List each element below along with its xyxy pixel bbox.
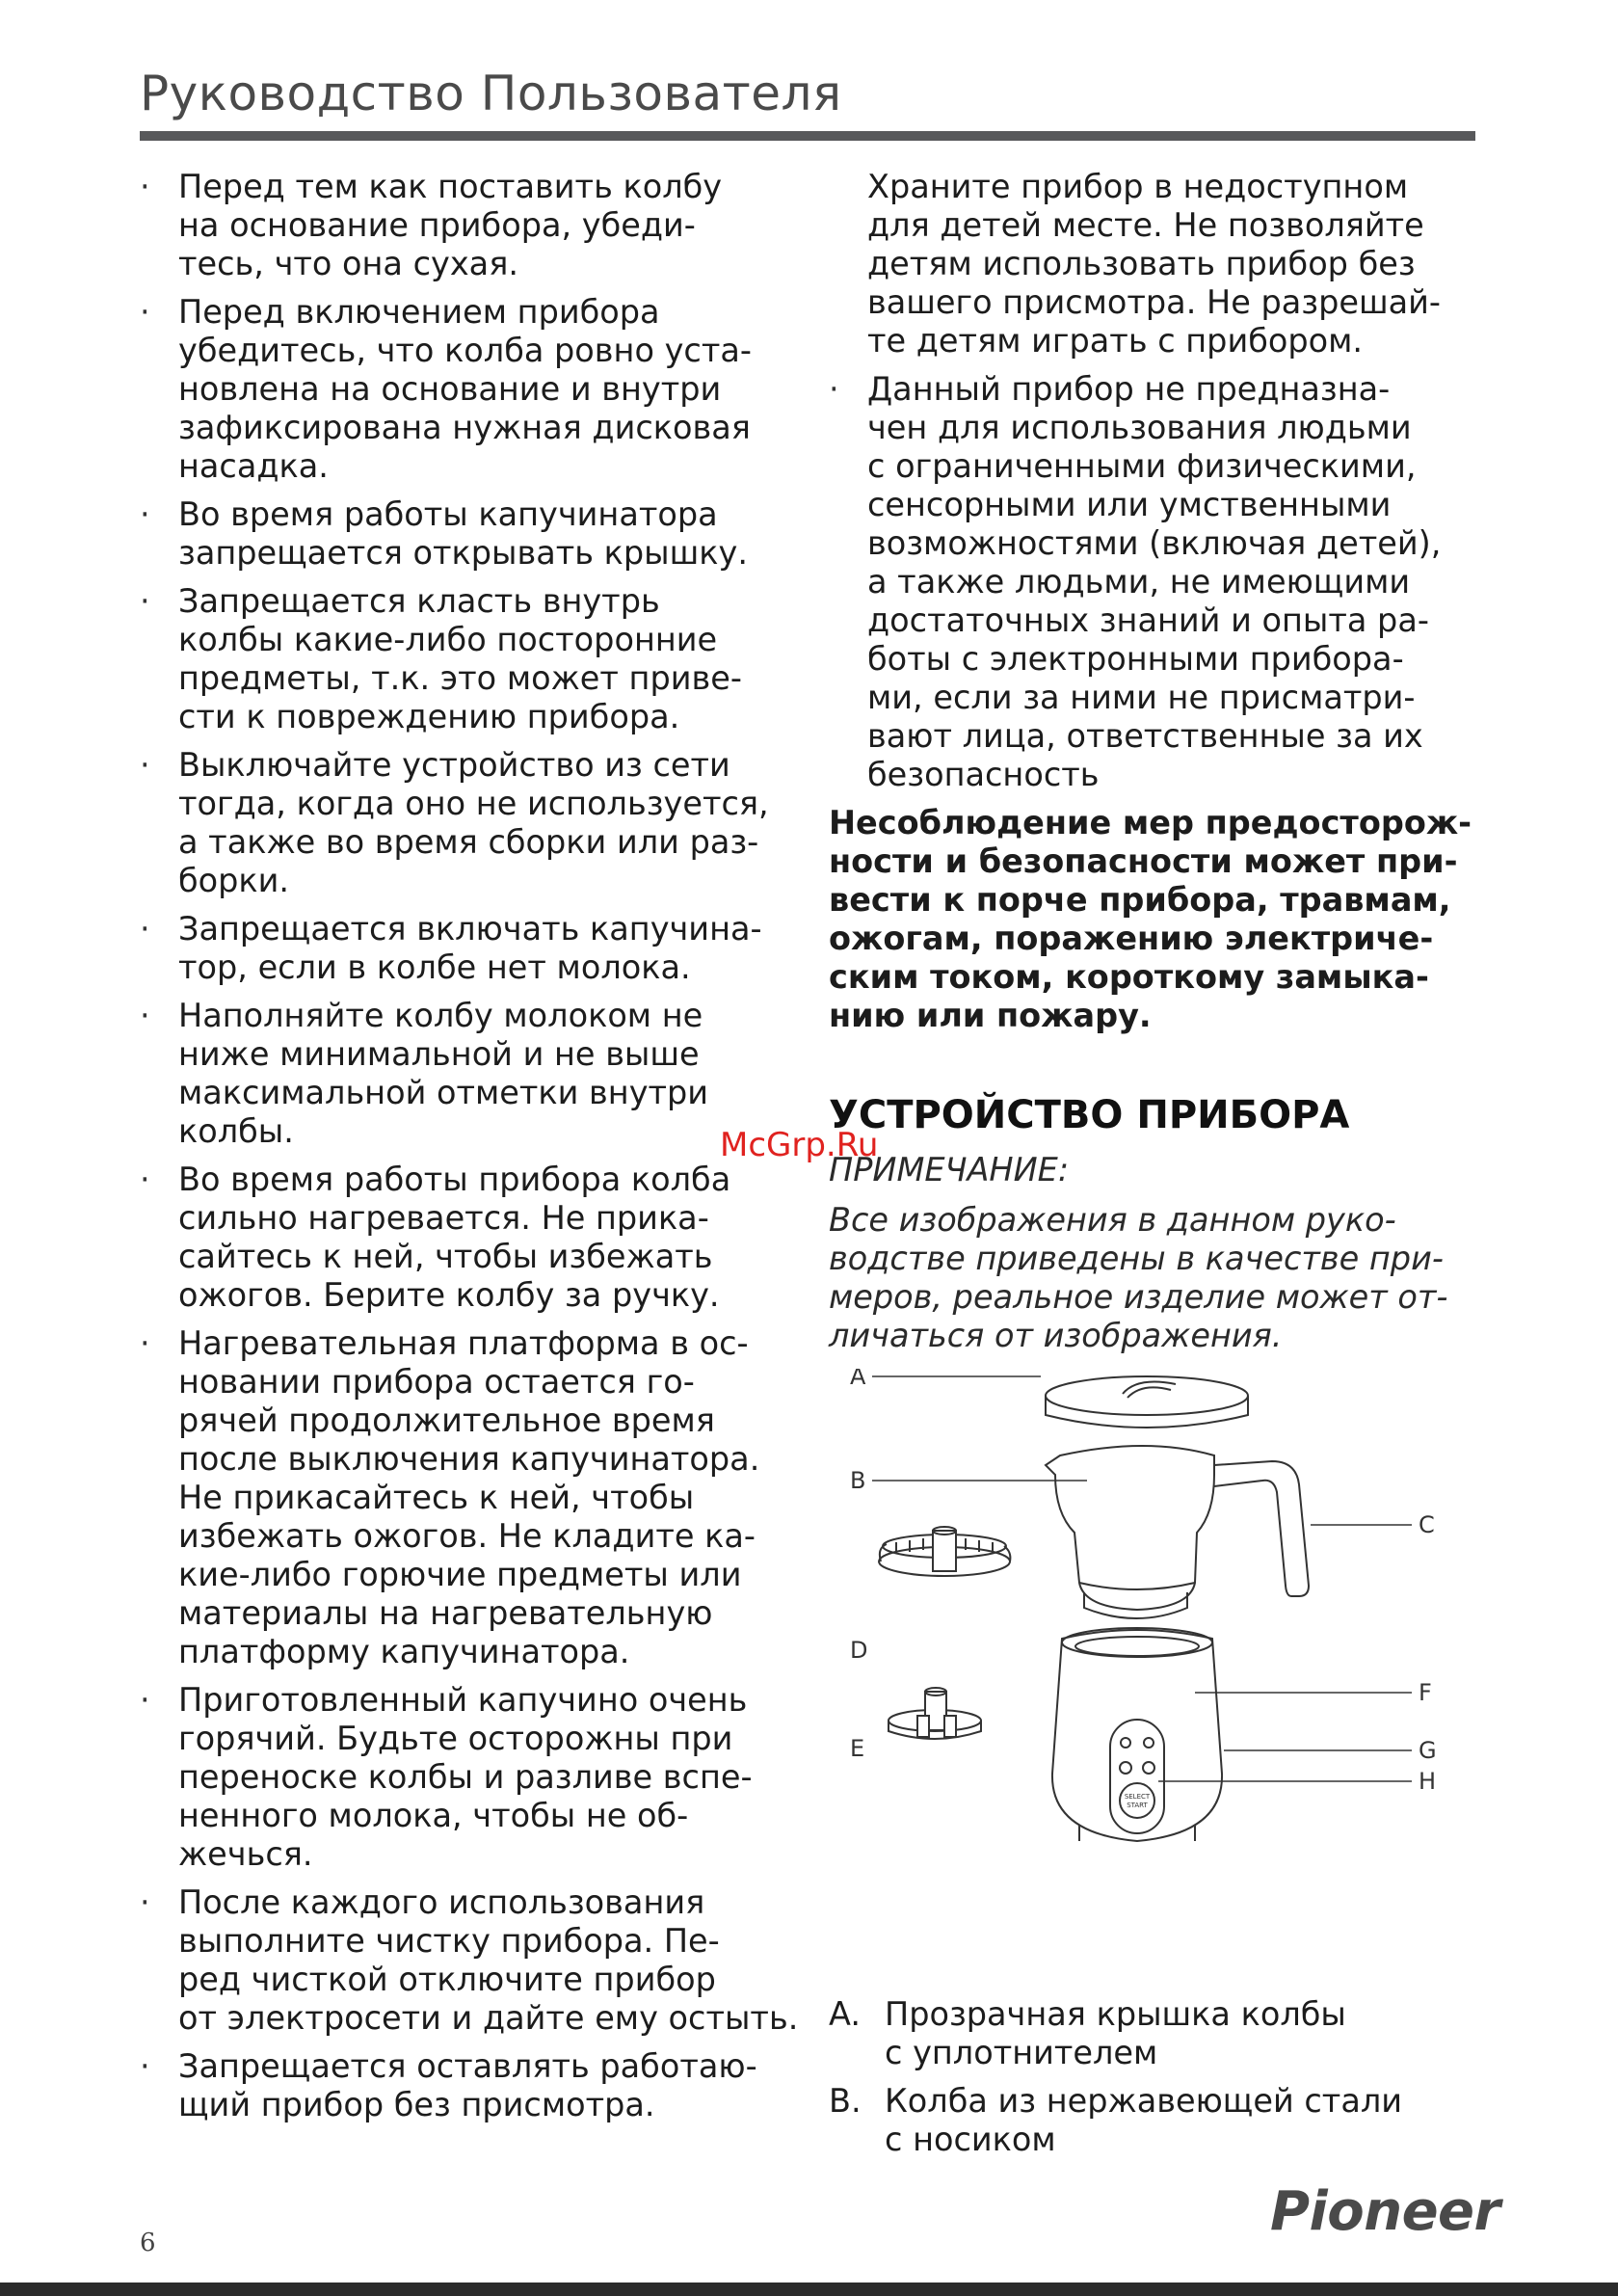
- watermark: McGrp.Ru: [720, 1126, 879, 1164]
- text-line: для детей месте. Не позволяйте: [867, 206, 1424, 244]
- text-line: новании прибора остается го-: [178, 1363, 695, 1401]
- text-line: щий прибор без присмотра.: [178, 2086, 655, 2123]
- text-line: сенсорными или умственными: [867, 486, 1392, 523]
- text-line: возможностями (включая детей),: [867, 524, 1442, 562]
- text-line: водстве приведены в качестве при-: [829, 1240, 1444, 1277]
- text-line: ред чисткой отключите прибор: [178, 1961, 716, 1998]
- jug-drawing: [1046, 1446, 1309, 1618]
- list-item-continuation: [829, 168, 1484, 360]
- right-column: [829, 168, 1484, 1035]
- text-line: · Наполняйте колбу молоком не: [178, 997, 703, 1034]
- text-line: · Во время работы капучинатора: [178, 495, 718, 533]
- page-title: Руководство Пользователя: [140, 66, 842, 121]
- text-line: колбы какие-либо посторонние: [178, 621, 718, 658]
- list-item: [140, 1324, 795, 1671]
- label-c: C: [1419, 1511, 1435, 1538]
- text-line: горячий. Будьте осторожны при: [178, 1720, 733, 1757]
- text-line: Храните прибор в недоступном: [867, 168, 1409, 205]
- text-line: Все изображения в данном руко-: [829, 1201, 1396, 1239]
- part-letter: A.: [829, 1995, 861, 2033]
- label-g: G: [1419, 1737, 1437, 1764]
- list-item: [140, 910, 795, 987]
- list-item: [140, 2047, 795, 2124]
- text-line: борки.: [178, 862, 290, 899]
- label-f: F: [1419, 1679, 1432, 1706]
- list-item: [140, 1883, 799, 2038]
- text-line: максимальной отметки внутри: [178, 1074, 709, 1111]
- text-line: сайтесь к ней, чтобы избежать: [178, 1238, 713, 1275]
- text-line: ожогов. Берите колбу за ручку.: [178, 1276, 720, 1314]
- text-line: тогда, когда оно не используется,: [178, 785, 769, 822]
- text-line: кие-либо горючие предметы или: [178, 1556, 742, 1593]
- text-line: вают лица, ответственные за их: [867, 717, 1423, 755]
- list-item: [140, 1161, 795, 1315]
- device-diagram: [848, 1369, 1465, 1976]
- parts-list: [829, 1995, 1402, 2169]
- text-line: · Запрещается включать капучина-: [178, 910, 762, 948]
- text-line: · Приготовленный капучино очень: [178, 1681, 748, 1719]
- text-line: ненного молока, чтобы не об-: [178, 1797, 689, 1834]
- text-line: тор, если в колбе нет молока.: [178, 948, 691, 986]
- text-line: зафиксирована нужная дисковая: [178, 409, 751, 446]
- text-line: · Выключайте устройство из сети: [178, 746, 730, 784]
- text-line: с носиком: [885, 2121, 1056, 2158]
- text-line: · Запрещается оставлять работаю-: [178, 2047, 757, 2085]
- text-line: колбы.: [178, 1112, 294, 1150]
- lid-drawing: [1046, 1376, 1248, 1428]
- text-line: запрещается открывать крышку.: [178, 534, 748, 572]
- text-line: боты с электронными прибора-: [867, 640, 1404, 678]
- text-line: безопасность: [867, 756, 1100, 793]
- text-line: на основание прибора, убеди-: [178, 206, 696, 244]
- text-line: убедитесь, что колба ровно уста-: [178, 332, 752, 369]
- header-divider: [140, 131, 1475, 141]
- text-line: новлена на основание и внутри: [178, 370, 722, 408]
- label-e: E: [850, 1735, 865, 1762]
- start-button-text: START: [1127, 1802, 1148, 1809]
- text-line: выполните чистку прибора. Пе-: [178, 1922, 720, 1960]
- text-line: жечься.: [178, 1835, 313, 1873]
- text-line: ниже минимальной и не выше: [178, 1035, 700, 1073]
- list-item: [140, 495, 795, 573]
- note-text: [829, 1201, 1448, 1355]
- list-item: [140, 997, 795, 1151]
- list-item: [140, 168, 795, 283]
- safety-warning: [829, 804, 1484, 1035]
- text-line: насадка.: [178, 447, 329, 485]
- text-line: · Перед тем как поставить колбу: [178, 168, 723, 205]
- text-line: Несоблюдение мер предосторож-: [829, 804, 1472, 841]
- select-button-text: SELECT: [1124, 1793, 1151, 1801]
- left-column: [140, 168, 799, 2134]
- text-line: материалы на нагревательную: [178, 1594, 713, 1632]
- text-line: · Перед включением прибора: [178, 293, 660, 331]
- text-line: вашего присмотра. Не разрешай-: [867, 283, 1441, 321]
- text-line: ности и безопасности может при-: [829, 842, 1458, 880]
- text-line: рячей продолжительное время: [178, 1402, 715, 1439]
- page-number: 6: [140, 2229, 156, 2257]
- text-line: · Во время работы прибора колба: [178, 1161, 731, 1198]
- text-line: ским током, короткому замыка-: [829, 958, 1429, 996]
- section-title: УСТРОЙСТВО ПРИБОРА: [829, 1093, 1350, 1137]
- list-item: [140, 293, 795, 486]
- part-item: [829, 2082, 1402, 2159]
- text-line: после выключения капучинатора.: [178, 1440, 760, 1478]
- text-line: · Нагревательная платформа в ос-: [178, 1324, 749, 1362]
- text-line: с уплотнителем: [885, 2034, 1158, 2071]
- part-item: [829, 1995, 1402, 2072]
- list-item: [140, 1681, 795, 1874]
- text-line: достаточных знаний и опыта ра-: [867, 601, 1429, 639]
- text-line: вести к порче прибора, травмам,: [829, 881, 1451, 919]
- list-item: [140, 582, 795, 736]
- note-label: ПРИМЕЧАНИЕ:: [829, 1151, 1070, 1188]
- brand-logo: Pioneer: [1270, 2180, 1500, 2243]
- text-line: детям использовать прибор без: [867, 245, 1416, 282]
- text-line: личаться от изображения.: [829, 1317, 1283, 1354]
- text-line: · После каждого использования: [178, 1883, 705, 1921]
- label-b: B: [850, 1467, 866, 1494]
- text-line: ми, если за ними не присматри-: [867, 679, 1416, 716]
- text-line: Прозрачная крышка колбы: [885, 1995, 1346, 2033]
- text-line: избежать ожогов. Не кладите ка-: [178, 1517, 756, 1555]
- text-line: те детям играть с прибором.: [867, 322, 1364, 360]
- text-line: от электросети и дайте ему остыть.: [178, 1999, 799, 2037]
- small-disc-drawing: [889, 1688, 981, 1739]
- text-line: сти к повреждению прибора.: [178, 698, 680, 735]
- text-line: платформу капучинатора.: [178, 1633, 630, 1670]
- text-line: нию или пожару.: [829, 997, 1152, 1034]
- text-line: Колба из нержавеющей стали: [885, 2082, 1403, 2120]
- list-item: [140, 746, 795, 900]
- part-letter: B.: [829, 2082, 862, 2120]
- text-line: с ограниченными физическими,: [867, 447, 1417, 485]
- text-line: ожогам, поражению электриче-: [829, 920, 1434, 957]
- text-line: меров, реальное изделие может от-: [829, 1278, 1448, 1316]
- label-d: D: [850, 1637, 868, 1664]
- text-line: переноске колбы и разливе вспе-: [178, 1758, 753, 1796]
- label-h: H: [1419, 1768, 1437, 1795]
- text-line: а также во время сборки или раз-: [178, 823, 759, 861]
- footer-bar: [0, 2283, 1618, 2296]
- text-line: чен для использования людьми: [867, 409, 1412, 446]
- text-line: · Запрещается класть внутрь: [178, 582, 660, 620]
- text-line: · Данный прибор не предназна-: [867, 370, 1391, 408]
- text-line: тесь, что она сухая.: [178, 245, 519, 282]
- text-line: предметы, т.к. это может приве-: [178, 659, 742, 697]
- text-line: сильно нагревается. Не прика-: [178, 1199, 709, 1237]
- list-item: [829, 370, 1484, 794]
- text-line: Не прикасайтесь к ней, чтобы: [178, 1479, 695, 1516]
- label-a: A: [850, 1369, 866, 1390]
- text-line: а также людьми, не имеющими: [867, 563, 1411, 601]
- whisk-disc-drawing: [879, 1527, 1010, 1576]
